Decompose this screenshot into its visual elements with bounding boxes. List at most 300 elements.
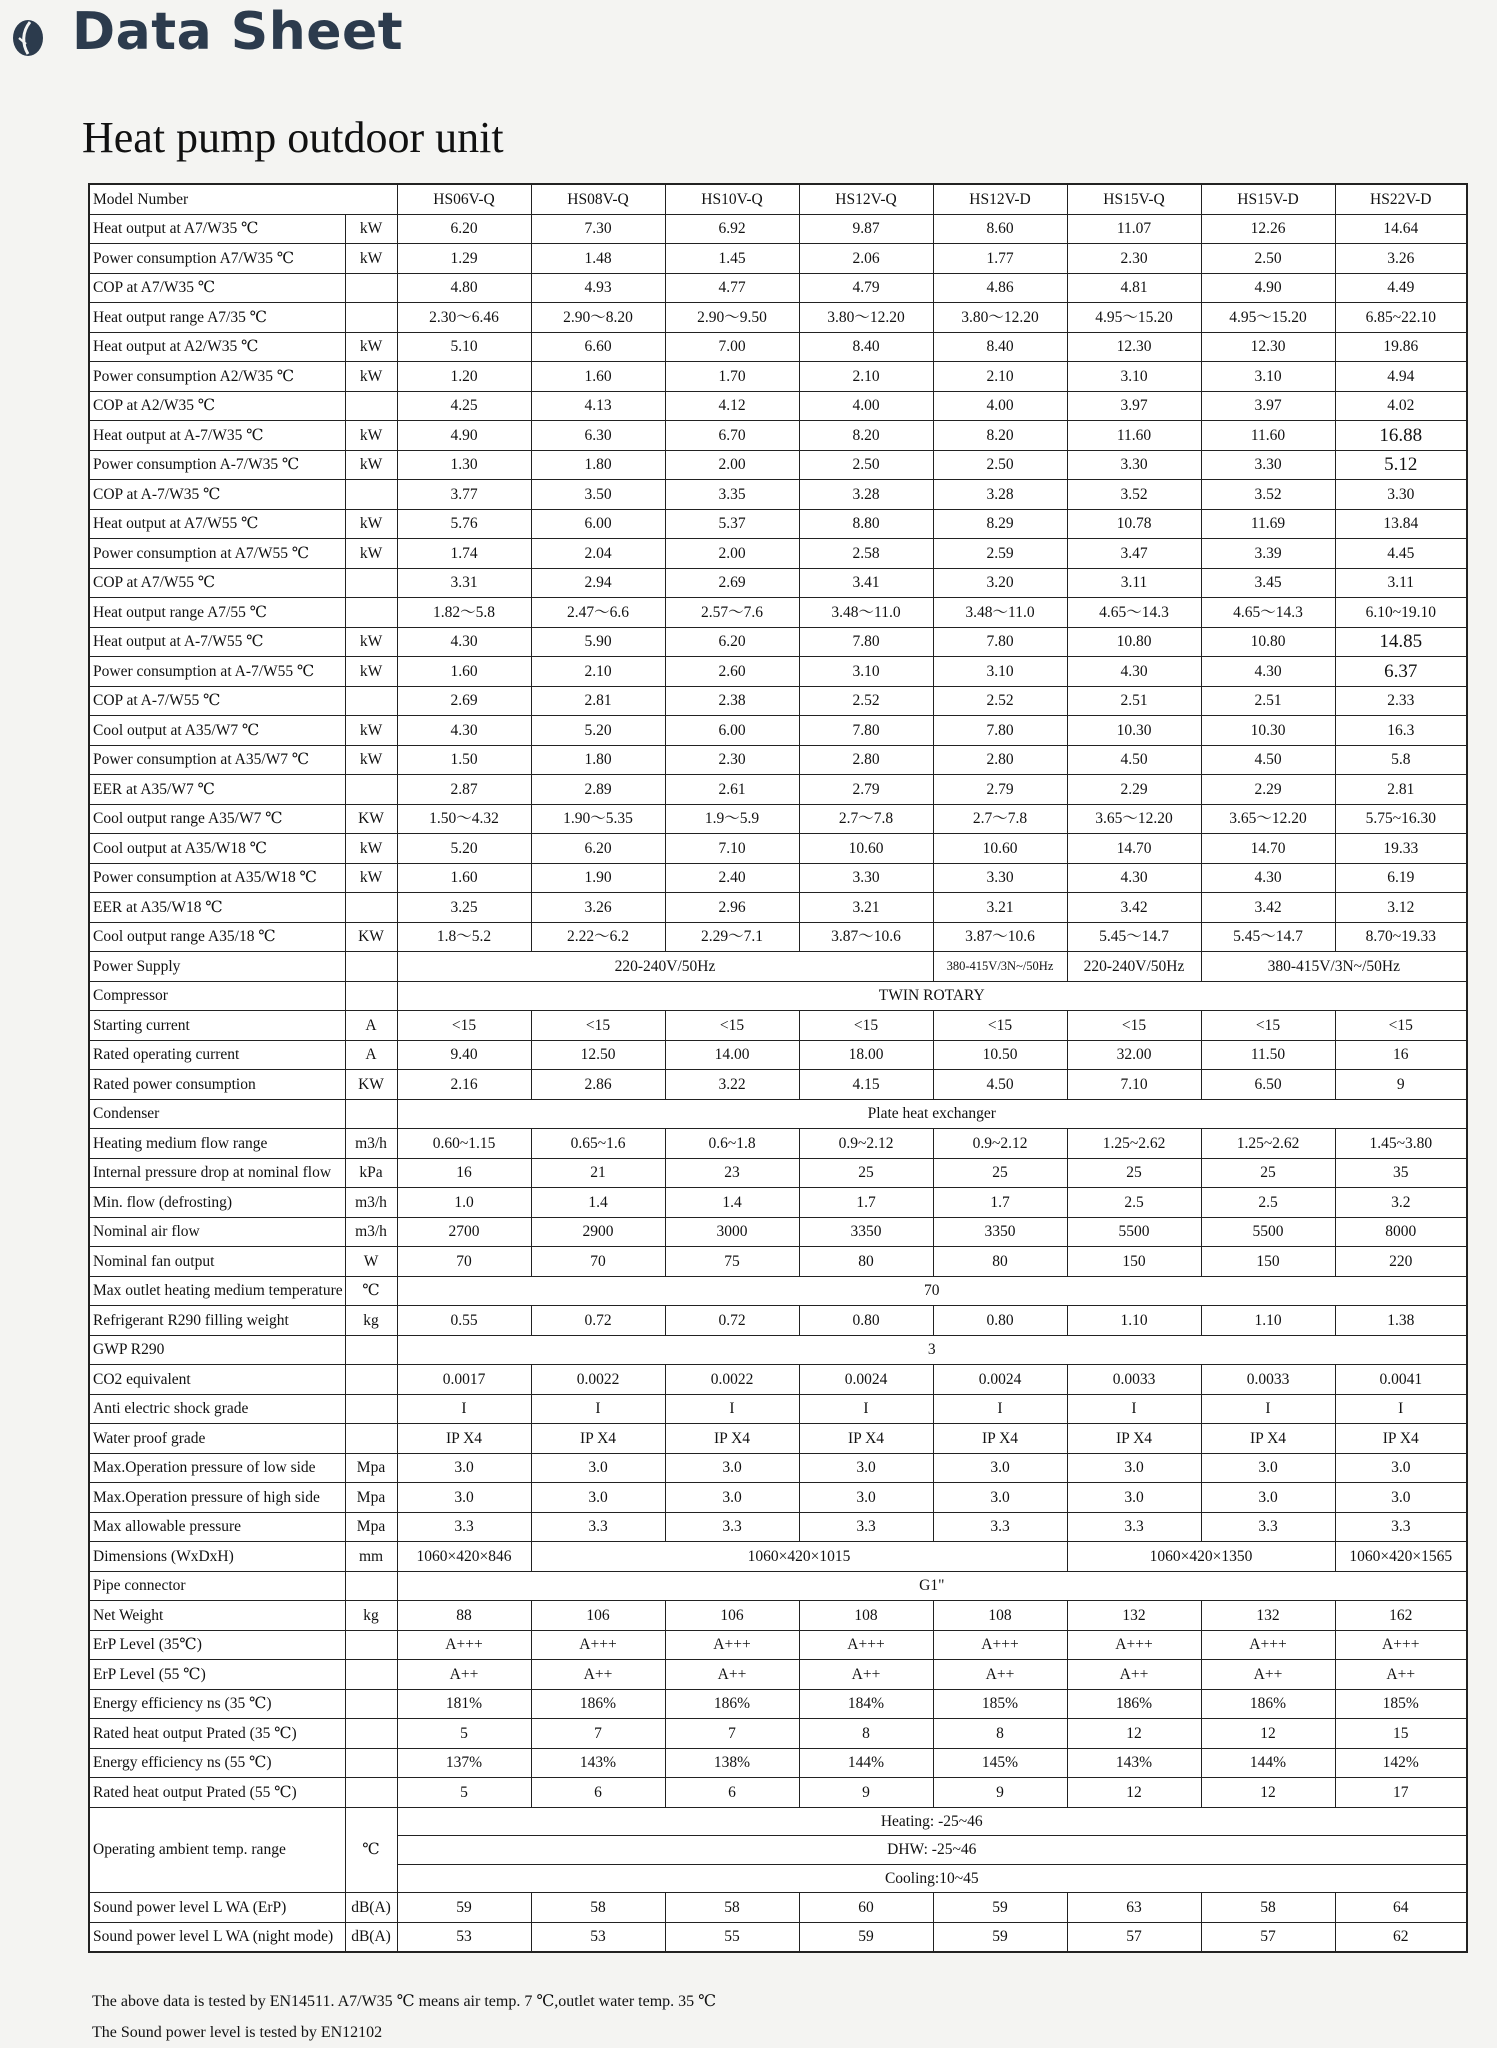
table-cell: 132 [1201, 1601, 1335, 1631]
row-unit: Mpa [345, 1453, 397, 1483]
table-cell: 2.50 [933, 450, 1067, 480]
table-cell: 4.79 [799, 273, 933, 303]
table-cell: 2.10 [933, 362, 1067, 392]
table-cell: 2.90～9.50 [665, 303, 799, 333]
table-cell: 3.87～10.6 [799, 922, 933, 952]
table-cell: 80 [933, 1247, 1067, 1277]
table-row [89, 686, 1467, 716]
table-cell: 0.0041 [1335, 1365, 1467, 1395]
row-unit: kW [345, 539, 397, 569]
row-unit: Mpa [345, 1512, 397, 1542]
row-unit [345, 1099, 397, 1129]
model-number-label: Model Number [89, 184, 397, 214]
table-cell: 14.85 [1335, 627, 1467, 657]
table-cell: 12 [1201, 1778, 1335, 1808]
table-row [89, 598, 1467, 628]
table-cell: <15 [1067, 1011, 1201, 1041]
table-cell: 3350 [799, 1217, 933, 1247]
table-row [89, 450, 1467, 480]
table-cell: 3.0 [531, 1483, 665, 1513]
row-label: Power Supply [89, 952, 345, 982]
table-cell: 0.80 [799, 1306, 933, 1336]
table-cell: 4.30 [1201, 863, 1335, 893]
table-cell: 1.10 [1201, 1306, 1335, 1336]
table-cell: 1.90 [531, 863, 665, 893]
table-cell: 12 [1067, 1778, 1201, 1808]
row-label: Rated heat output Prated (55 ℃) [89, 1778, 345, 1808]
row-unit [345, 981, 397, 1011]
table-cell: 3.97 [1067, 391, 1201, 421]
table-cell: 3350 [933, 1217, 1067, 1247]
table-row [89, 1922, 1467, 1952]
row-unit [345, 1660, 397, 1690]
table-cell: 3.42 [1067, 893, 1201, 923]
row-unit: m3/h [345, 1188, 397, 1218]
table-cell: 2.22～6.2 [531, 922, 665, 952]
table-cell: 2700 [397, 1217, 531, 1247]
table-cell: 1.70 [665, 362, 799, 392]
row-unit [345, 303, 397, 333]
row-label: Net Weight [89, 1601, 345, 1631]
row-unit: ℃ [345, 1807, 397, 1893]
table-cell: 3.21 [933, 893, 1067, 923]
table-cell: 4.30 [1067, 863, 1201, 893]
table-cell: 3.3 [1335, 1512, 1467, 1542]
table-cell: 2.60 [665, 657, 799, 687]
table-cell: 80 [799, 1247, 933, 1277]
table-row [89, 244, 1467, 274]
table-row [89, 391, 1467, 421]
table-cell: 9 [933, 1778, 1067, 1808]
model-header: HS12V-Q [799, 184, 933, 214]
table-cell: 10.30 [1067, 716, 1201, 746]
table-row [89, 303, 1467, 333]
table-cell: 3.97 [1201, 391, 1335, 421]
table-cell: 2.81 [531, 686, 665, 716]
table-cell: 3.42 [1201, 893, 1335, 923]
table-cell: 0.0022 [665, 1365, 799, 1395]
table-cell: 12.30 [1201, 332, 1335, 362]
table-cell: 4.86 [933, 273, 1067, 303]
table-cell: 16.3 [1335, 716, 1467, 746]
table-cell: 8.29 [933, 509, 1067, 539]
table-cell: 5500 [1067, 1217, 1201, 1247]
table-cell: 3.45 [1201, 568, 1335, 598]
footnote-sound-standard: The Sound power level is tested by EN12102 [92, 2024, 383, 2041]
table-cell: <15 [1335, 1011, 1467, 1041]
table-cell: 60 [799, 1893, 933, 1923]
table-cell: 144% [799, 1748, 933, 1778]
table-row [89, 1099, 1467, 1129]
table-cell: I [933, 1394, 1067, 1424]
row-unit: dB(A) [345, 1922, 397, 1952]
table-cell: 70 [397, 1247, 531, 1277]
table-cell: 2.33 [1335, 686, 1467, 716]
row-unit [345, 1719, 397, 1749]
table-cell: 0.72 [531, 1306, 665, 1336]
table-row [89, 1689, 1467, 1719]
table-cell: 7.80 [933, 716, 1067, 746]
table-cell: 3.3 [1201, 1512, 1335, 1542]
table-cell: 4.15 [799, 1070, 933, 1100]
table-cell: 3.0 [1067, 1483, 1201, 1513]
table-cell: 1.60 [531, 362, 665, 392]
table-cell: 5.45～14.7 [1201, 922, 1335, 952]
table-cell: 12.50 [531, 1040, 665, 1070]
table-cell: A++ [1335, 1660, 1467, 1690]
table-cell: 7.80 [933, 627, 1067, 657]
table-cell: 3.0 [665, 1483, 799, 1513]
leaf-icon [10, 14, 46, 60]
table-cell: 7 [665, 1719, 799, 1749]
table-cell: 2.87 [397, 775, 531, 805]
table-cell: 5.20 [397, 834, 531, 864]
table-cell: 6.37 [1335, 657, 1467, 687]
row-unit [345, 1335, 397, 1365]
merged-value-cell: 1060×420×1350 [1067, 1542, 1335, 1572]
row-unit: mm [345, 1542, 397, 1572]
table-cell: 3000 [665, 1217, 799, 1247]
table-cell: 3.12 [1335, 893, 1467, 923]
table-cell: 5.20 [531, 716, 665, 746]
row-label: Heat output at A7/W55 ℃ [89, 509, 345, 539]
table-cell: 0.55 [397, 1306, 531, 1336]
table-row [89, 1276, 1467, 1306]
table-cell: 4.93 [531, 273, 665, 303]
table-cell: IP X4 [933, 1424, 1067, 1454]
row-label: Power consumption at A7/W55 ℃ [89, 539, 345, 569]
table-row [89, 1542, 1467, 1572]
table-cell: 3.87～10.6 [933, 922, 1067, 952]
row-label: Min. flow (defrosting) [89, 1188, 345, 1218]
table-cell: 3.3 [665, 1512, 799, 1542]
table-cell: 6.85~22.10 [1335, 303, 1467, 333]
table-cell: 2900 [531, 1217, 665, 1247]
model-header: HS22V-D [1335, 184, 1467, 214]
table-cell: 64 [1335, 1893, 1467, 1923]
table-cell: 3.65～12.20 [1201, 804, 1335, 834]
table-cell: A++ [933, 1660, 1067, 1690]
row-unit: kg [345, 1306, 397, 1336]
footnotes [92, 1986, 716, 2048]
table-cell: 4.50 [1067, 745, 1201, 775]
row-unit: kW [345, 214, 397, 244]
table-cell: A++ [397, 1660, 531, 1690]
row-label: Dimensions (WxDxH) [89, 1542, 345, 1572]
table-cell: 2.80 [799, 745, 933, 775]
merged-value-cell: G1" [397, 1571, 1467, 1601]
table-cell: A++ [1067, 1660, 1201, 1690]
sheet-title: Data Sheet [72, 2, 404, 62]
table-cell: 3.50 [531, 480, 665, 510]
merged-value-cell: TWIN ROTARY [397, 981, 1467, 1011]
table-cell: A+++ [1201, 1630, 1335, 1660]
table-cell: I [1067, 1394, 1201, 1424]
table-cell: 142% [1335, 1748, 1467, 1778]
row-label: GWP R290 [89, 1335, 345, 1365]
table-cell: 14.64 [1335, 214, 1467, 244]
table-cell: 19.33 [1335, 834, 1467, 864]
table-row [89, 1335, 1467, 1365]
table-cell: 12.30 [1067, 332, 1201, 362]
table-cell: 57 [1067, 1922, 1201, 1952]
table-cell: 5.10 [397, 332, 531, 362]
table-cell: 58 [531, 1893, 665, 1923]
table-cell: 11.69 [1201, 509, 1335, 539]
row-unit: ℃ [345, 1276, 397, 1306]
merged-value-cell: 1060×420×846 [397, 1542, 531, 1572]
table-cell: 3.41 [799, 568, 933, 598]
table-cell: 3.3 [531, 1512, 665, 1542]
merged-value-cell: 1060×420×1565 [1335, 1542, 1467, 1572]
table-cell: 2.29～7.1 [665, 922, 799, 952]
table-cell: 108 [799, 1601, 933, 1631]
table-row [89, 716, 1467, 746]
table-cell: 59 [933, 1922, 1067, 1952]
row-unit: W [345, 1247, 397, 1277]
table-cell: 8.70~19.33 [1335, 922, 1467, 952]
table-cell: 4.30 [1201, 657, 1335, 687]
row-label: ErP Level (55 ℃) [89, 1660, 345, 1690]
table-cell: 3.35 [665, 480, 799, 510]
table-cell: 3.30 [1201, 450, 1335, 480]
table-cell: 3.48～11.0 [933, 598, 1067, 628]
table-cell: 2.81 [1335, 775, 1467, 805]
row-label: Power consumption at A35/W18 ℃ [89, 863, 345, 893]
table-cell: A++ [1201, 1660, 1335, 1690]
table-row [89, 627, 1467, 657]
model-header: HS06V-Q [397, 184, 531, 214]
table-cell: 5.45～14.7 [1067, 922, 1201, 952]
table-cell: 1.4 [531, 1188, 665, 1218]
row-unit [345, 568, 397, 598]
table-cell: 2.57～7.6 [665, 598, 799, 628]
table-cell: 3.47 [1067, 539, 1201, 569]
row-unit: A [345, 1040, 397, 1070]
table-cell: 1.9～5.9 [665, 804, 799, 834]
row-label: Heat output range A7/55 ℃ [89, 598, 345, 628]
row-unit: kW [345, 450, 397, 480]
row-unit [345, 952, 397, 982]
table-cell: A+++ [933, 1630, 1067, 1660]
table-cell: 3.0 [665, 1453, 799, 1483]
table-cell: 4.90 [397, 421, 531, 451]
table-cell: 0.60~1.15 [397, 1129, 531, 1159]
table-cell: 3.0 [531, 1453, 665, 1483]
table-cell: 3.30 [799, 863, 933, 893]
table-cell: 59 [933, 1893, 1067, 1923]
row-unit [345, 1778, 397, 1808]
table-cell: 6.92 [665, 214, 799, 244]
table-cell: 2.10 [531, 657, 665, 687]
row-unit: kW [345, 716, 397, 746]
table-cell: 12 [1201, 1719, 1335, 1749]
row-label: Heat output at A7/W35 ℃ [89, 214, 345, 244]
row-unit: kW [345, 834, 397, 864]
table-cell: 3.30 [933, 863, 1067, 893]
row-unit: A [345, 1011, 397, 1041]
table-cell: 186% [1201, 1689, 1335, 1719]
table-cell: 2.86 [531, 1070, 665, 1100]
table-row [89, 1512, 1467, 1542]
table-cell: 0.6~1.8 [665, 1129, 799, 1159]
table-cell: 1.80 [531, 450, 665, 480]
table-cell: 7 [531, 1719, 665, 1749]
table-cell: 1.7 [933, 1188, 1067, 1218]
table-cell: 10.50 [933, 1040, 1067, 1070]
row-unit: m3/h [345, 1217, 397, 1247]
table-cell: 2.89 [531, 775, 665, 805]
row-unit: kg [345, 1601, 397, 1631]
table-cell: 3.22 [665, 1070, 799, 1100]
table-cell: 2.16 [397, 1070, 531, 1100]
row-label: Anti electric shock grade [89, 1394, 345, 1424]
table-cell: 2.94 [531, 568, 665, 598]
table-cell: 59 [799, 1922, 933, 1952]
table-row [89, 1158, 1467, 1188]
table-row [89, 775, 1467, 805]
table-cell: 186% [665, 1689, 799, 1719]
table-cell: 9 [799, 1778, 933, 1808]
merged-value-cell: 1060×420×1015 [531, 1542, 1067, 1572]
table-cell: IP X4 [397, 1424, 531, 1454]
table-cell: A++ [799, 1660, 933, 1690]
table-row [89, 863, 1467, 893]
table-cell: 108 [933, 1601, 1067, 1631]
footnote-test-standard: The above data is tested by EN14511. A7/W35 ℃ means air temp. 7 ℃,outlet water temp. 35 ℃ [92, 1993, 717, 2010]
table-cell: 17 [1335, 1778, 1467, 1808]
spec-table [88, 183, 1468, 1953]
row-label: Cool output at A35/W7 ℃ [89, 716, 345, 746]
table-row [89, 922, 1467, 952]
table-cell: 1.4 [665, 1188, 799, 1218]
table-cell: 2.10 [799, 362, 933, 392]
table-cell: 2.00 [665, 450, 799, 480]
table-cell: IP X4 [1201, 1424, 1335, 1454]
table-cell: 59 [397, 1893, 531, 1923]
row-unit [345, 1630, 397, 1660]
table-cell: 150 [1067, 1247, 1201, 1277]
row-unit [345, 480, 397, 510]
table-cell: 4.50 [1201, 745, 1335, 775]
table-cell: I [397, 1394, 531, 1424]
table-cell: 3.10 [1067, 362, 1201, 392]
row-label: Starting current [89, 1011, 345, 1041]
merged-value-cell: 380-415V/3N~/50Hz [1201, 952, 1467, 982]
table-cell: 32.00 [1067, 1040, 1201, 1070]
table-cell: 3.21 [799, 893, 933, 923]
table-cell: A+++ [397, 1630, 531, 1660]
table-cell: 11.60 [1067, 421, 1201, 451]
table-cell: A+++ [665, 1630, 799, 1660]
table-cell: 3.20 [933, 568, 1067, 598]
table-cell: 55 [665, 1922, 799, 1952]
table-cell: 106 [665, 1601, 799, 1631]
table-cell: 2.79 [799, 775, 933, 805]
table-row [89, 834, 1467, 864]
table-cell: I [1201, 1394, 1335, 1424]
table-cell: 53 [531, 1922, 665, 1952]
table-cell: 14.70 [1067, 834, 1201, 864]
table-cell: 5.37 [665, 509, 799, 539]
row-label: Power consumption A7/W35 ℃ [89, 244, 345, 274]
table-cell: 6 [531, 1778, 665, 1808]
table-cell: I [531, 1394, 665, 1424]
table-cell: 184% [799, 1689, 933, 1719]
table-cell: 2.5 [1201, 1188, 1335, 1218]
table-cell: 70 [531, 1247, 665, 1277]
table-cell: 2.30 [1067, 244, 1201, 274]
table-cell: 3.10 [933, 657, 1067, 687]
table-row [89, 1601, 1467, 1631]
row-unit [345, 1571, 397, 1601]
table-cell: 9 [1335, 1070, 1467, 1100]
table-row [89, 1306, 1467, 1336]
table-cell: 185% [933, 1689, 1067, 1719]
table-cell: 57 [1201, 1922, 1335, 1952]
table-cell: 1.50 [397, 745, 531, 775]
row-unit: kW [345, 627, 397, 657]
table-cell: A+++ [1067, 1630, 1201, 1660]
table-cell: 53 [397, 1922, 531, 1952]
table-cell: 8.80 [799, 509, 933, 539]
table-row [89, 421, 1467, 451]
row-label: EER at A35/W18 ℃ [89, 893, 345, 923]
table-cell: 8 [799, 1719, 933, 1749]
table-cell: 3.52 [1067, 480, 1201, 510]
table-cell: 1.48 [531, 244, 665, 274]
table-cell: 2.51 [1201, 686, 1335, 716]
table-cell: 4.12 [665, 391, 799, 421]
table-cell: IP X4 [1335, 1424, 1467, 1454]
table-row [89, 1217, 1467, 1247]
table-cell: <15 [397, 1011, 531, 1041]
table-row [89, 1807, 1467, 1836]
table-cell: 25 [799, 1158, 933, 1188]
model-header: HS08V-Q [531, 184, 665, 214]
table-row [89, 1394, 1467, 1424]
table-cell: 2.51 [1067, 686, 1201, 716]
table-row [89, 745, 1467, 775]
table-cell: 3.0 [799, 1483, 933, 1513]
table-cell: IP X4 [531, 1424, 665, 1454]
row-label: Pipe connector [89, 1571, 345, 1601]
row-label: Energy efficiency ns (35 ℃) [89, 1689, 345, 1719]
table-cell: 3.0 [933, 1483, 1067, 1513]
model-header: HS12V-D [933, 184, 1067, 214]
row-label: Refrigerant R290 filling weight [89, 1306, 345, 1336]
table-row [89, 981, 1467, 1011]
row-label: Heat output at A2/W35 ℃ [89, 332, 345, 362]
table-cell: 0.0033 [1067, 1365, 1201, 1395]
row-unit [345, 1365, 397, 1395]
table-cell: 8 [933, 1719, 1067, 1749]
table-cell: 138% [665, 1748, 799, 1778]
table-cell: 3.80～12.20 [799, 303, 933, 333]
table-cell: A++ [531, 1660, 665, 1690]
table-cell: 16 [397, 1158, 531, 1188]
row-label: Max.Operation pressure of high side [89, 1483, 345, 1513]
row-label: Internal pressure drop at nominal flow [89, 1158, 345, 1188]
row-label: Energy efficiency ns (55 ℃) [89, 1748, 345, 1778]
table-cell: 10.60 [799, 834, 933, 864]
table-cell: 3.11 [1335, 568, 1467, 598]
table-cell: <15 [933, 1011, 1067, 1041]
table-row [89, 480, 1467, 510]
table-cell: 3.11 [1067, 568, 1201, 598]
table-row [89, 1453, 1467, 1483]
table-cell: 1.60 [397, 863, 531, 893]
